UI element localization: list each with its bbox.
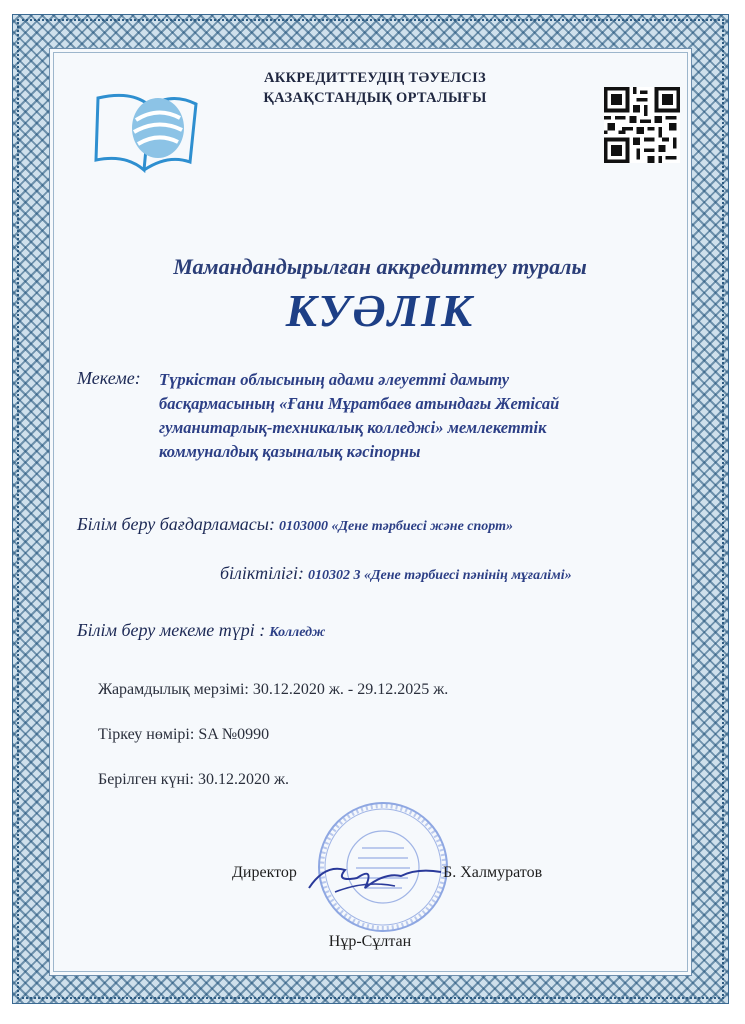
organization-name <box>225 68 525 108</box>
program-value: 0103000 «Дене тәрбиесі және спорт» <box>278 519 513 534</box>
signature-icon <box>305 858 445 898</box>
certificate-title: КУӘЛІК <box>285 285 475 336</box>
program-label: Білім беру бағдарламасы: <box>77 514 275 534</box>
qr-code-icon <box>604 87 680 163</box>
institution-label: Мекеме: <box>77 368 141 388</box>
institution-type-label: Білім беру мекеме түрі : <box>77 620 266 640</box>
qualification-label: біліктілігі: <box>220 563 304 583</box>
issue-city: Нұр-Сұлтан <box>328 933 412 950</box>
center-logo-icon <box>92 80 200 176</box>
org-line-2: ҚАЗАҚСТАНДЫҚ ОРТАЛЫҒЫ <box>263 90 487 106</box>
program-row <box>77 514 513 535</box>
org-line-1: АККРЕДИТТЕУДІҢ ТӘУЕЛСІЗ <box>264 70 486 86</box>
validity-period: Жарамдылық мерзімі: 30.12.2020 ж. - 29.12.2025 ж. <box>98 681 449 698</box>
institution-value: Түркістан облысының адами әлеуетті дамыту басқармасының «Ғани Мұратбаев атындағы Жетісай гуманитарлық-техникалық колледжі» мемлекеттік коммуналдық қазыналық кәсіпорны <box>159 370 560 461</box>
signatory-name: Б. Халмуратов <box>443 864 543 881</box>
signatory-role: Директор <box>232 864 297 881</box>
registration-number: Тіркеу нөмірі: SA №0990 <box>98 726 270 743</box>
institution-type-row <box>77 620 325 641</box>
issue-date: Берілген күні: 30.12.2020 ж. <box>98 771 290 788</box>
institution-type-value: Колледж <box>269 625 326 640</box>
qualification-value: 010302 3 «Дене тәрбиесі пәнінің мұғалімі» <box>307 568 572 583</box>
certificate-heading: Мамандандырылған аккредиттеу туралы <box>173 254 587 279</box>
qualification-row <box>220 563 572 584</box>
